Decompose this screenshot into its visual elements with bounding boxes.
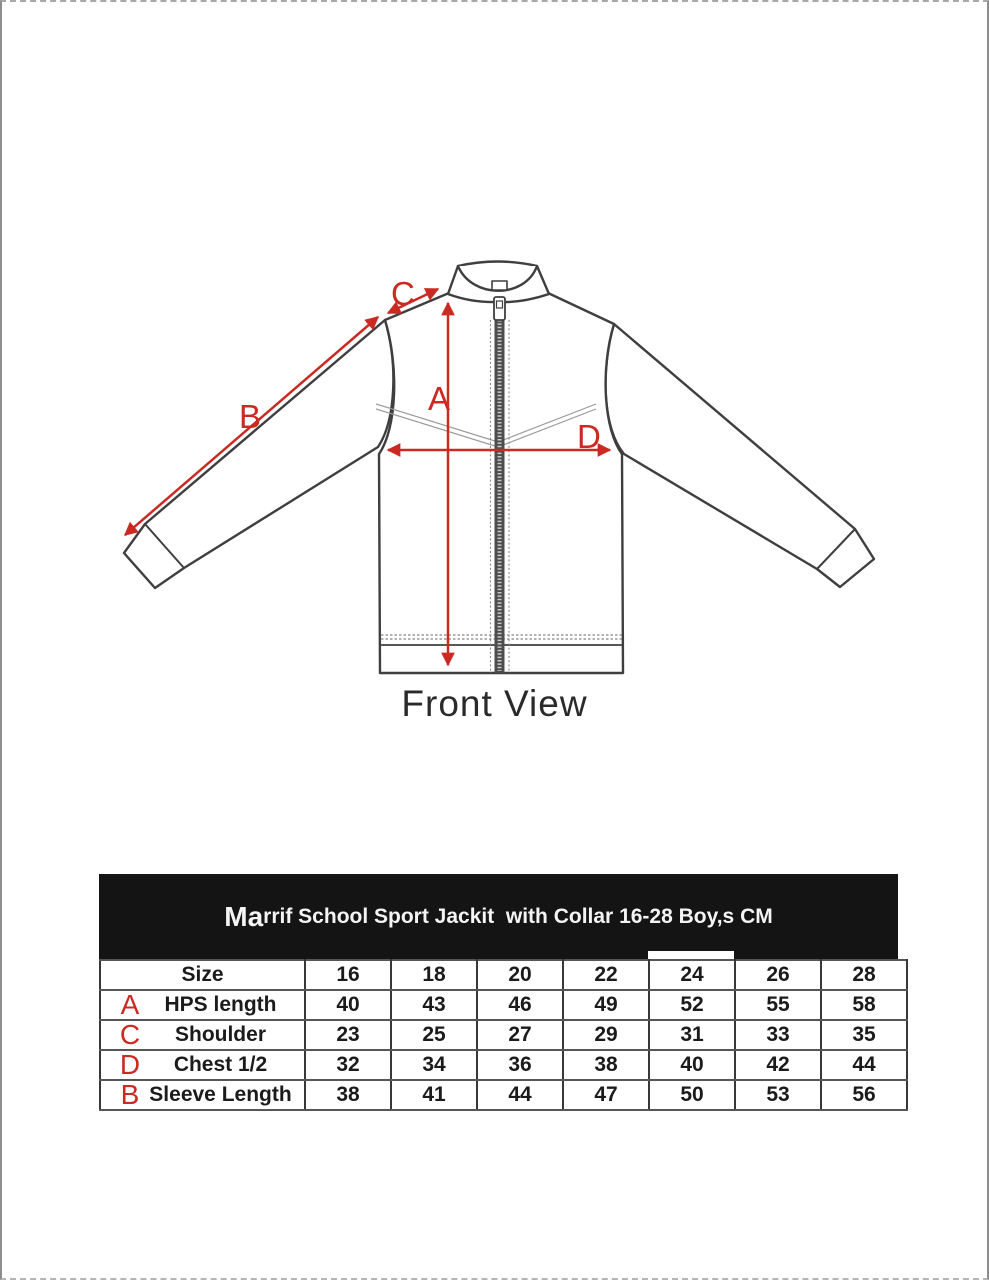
measurement-row-shoulder [100, 1020, 907, 1050]
size-chart-title-bar [99, 874, 898, 959]
left-sleeve [124, 320, 393, 588]
value-cell: 55 [735, 990, 821, 1020]
row-name-cell [100, 1080, 305, 1110]
label-b: B [239, 398, 262, 435]
label-c: C [391, 275, 415, 312]
size-cell: 24 [649, 960, 735, 990]
value-cell: 46 [477, 990, 563, 1020]
row-name-cell [100, 990, 305, 1020]
size-chart [99, 874, 906, 1111]
value-cell: 43 [391, 990, 477, 1020]
size-cell: 28 [821, 960, 907, 990]
size-cell: 26 [735, 960, 821, 990]
value-cell: 49 [563, 990, 649, 1020]
row-letter: C [119, 1019, 141, 1050]
value-cell: 34 [391, 1050, 477, 1080]
size-chart-title: Ma [224, 900, 264, 932]
jacket-front-view-diagram [2, 2, 989, 772]
value-cell: 36 [477, 1050, 563, 1080]
measurement-row-chest [100, 1050, 907, 1080]
row-name-cell [100, 1050, 305, 1080]
value-cell: 38 [563, 1050, 649, 1080]
value-cell: 44 [821, 1050, 907, 1080]
value-cell: 38 [305, 1080, 391, 1110]
size-cell: 20 [477, 960, 563, 990]
value-cell: 53 [735, 1080, 821, 1110]
hanger-loop [492, 281, 507, 290]
value-cell: 31 [649, 1020, 735, 1050]
value-cell: 42 [735, 1050, 821, 1080]
value-cell: 40 [305, 990, 391, 1020]
value-cell: 56 [821, 1080, 907, 1110]
size-header-row [100, 960, 907, 990]
size-cell: 16 [305, 960, 391, 990]
label-a: A [428, 380, 451, 417]
value-cell: 47 [563, 1080, 649, 1110]
header-notch [648, 951, 734, 959]
row-label: Shoulder [174, 1023, 266, 1046]
value-cell: 29 [563, 1020, 649, 1050]
value-cell: 44 [477, 1080, 563, 1110]
value-cell: 23 [305, 1020, 391, 1050]
row-letter: D [119, 1049, 141, 1080]
value-cell: 40 [649, 1050, 735, 1080]
size-cell: 22 [563, 960, 649, 990]
value-cell: 41 [391, 1080, 477, 1110]
value-cell: 27 [477, 1020, 563, 1050]
size-cell: 18 [391, 960, 477, 990]
row-label: HPS length [164, 993, 277, 1016]
value-cell: 32 [305, 1050, 391, 1080]
value-cell: 33 [735, 1020, 821, 1050]
collar [448, 262, 549, 303]
value-cell: 58 [821, 990, 907, 1020]
measurement-row-hps-length [100, 990, 907, 1020]
measurement-row-sleeve-length [100, 1080, 907, 1110]
value-cell: 35 [821, 1020, 907, 1050]
size-header-label-cell: Size [100, 960, 305, 990]
label-d: D [577, 418, 601, 455]
value-cell: 25 [391, 1020, 477, 1050]
row-label: Chest 1/2 [173, 1053, 268, 1076]
row-letter: B [120, 1079, 140, 1110]
value-cell: 50 [649, 1080, 735, 1110]
front-view-caption: Front View [401, 683, 588, 724]
right-sleeve [606, 324, 874, 587]
row-label: Sleeve Length [149, 1083, 292, 1106]
size-chart-title: rrif School Sport Jackit with Collar 16-28 Boy,s CM [263, 905, 773, 928]
row-letter: A [120, 989, 140, 1020]
row-name-cell [100, 1020, 305, 1050]
size-table [99, 959, 908, 1111]
value-cell: 52 [649, 990, 735, 1020]
